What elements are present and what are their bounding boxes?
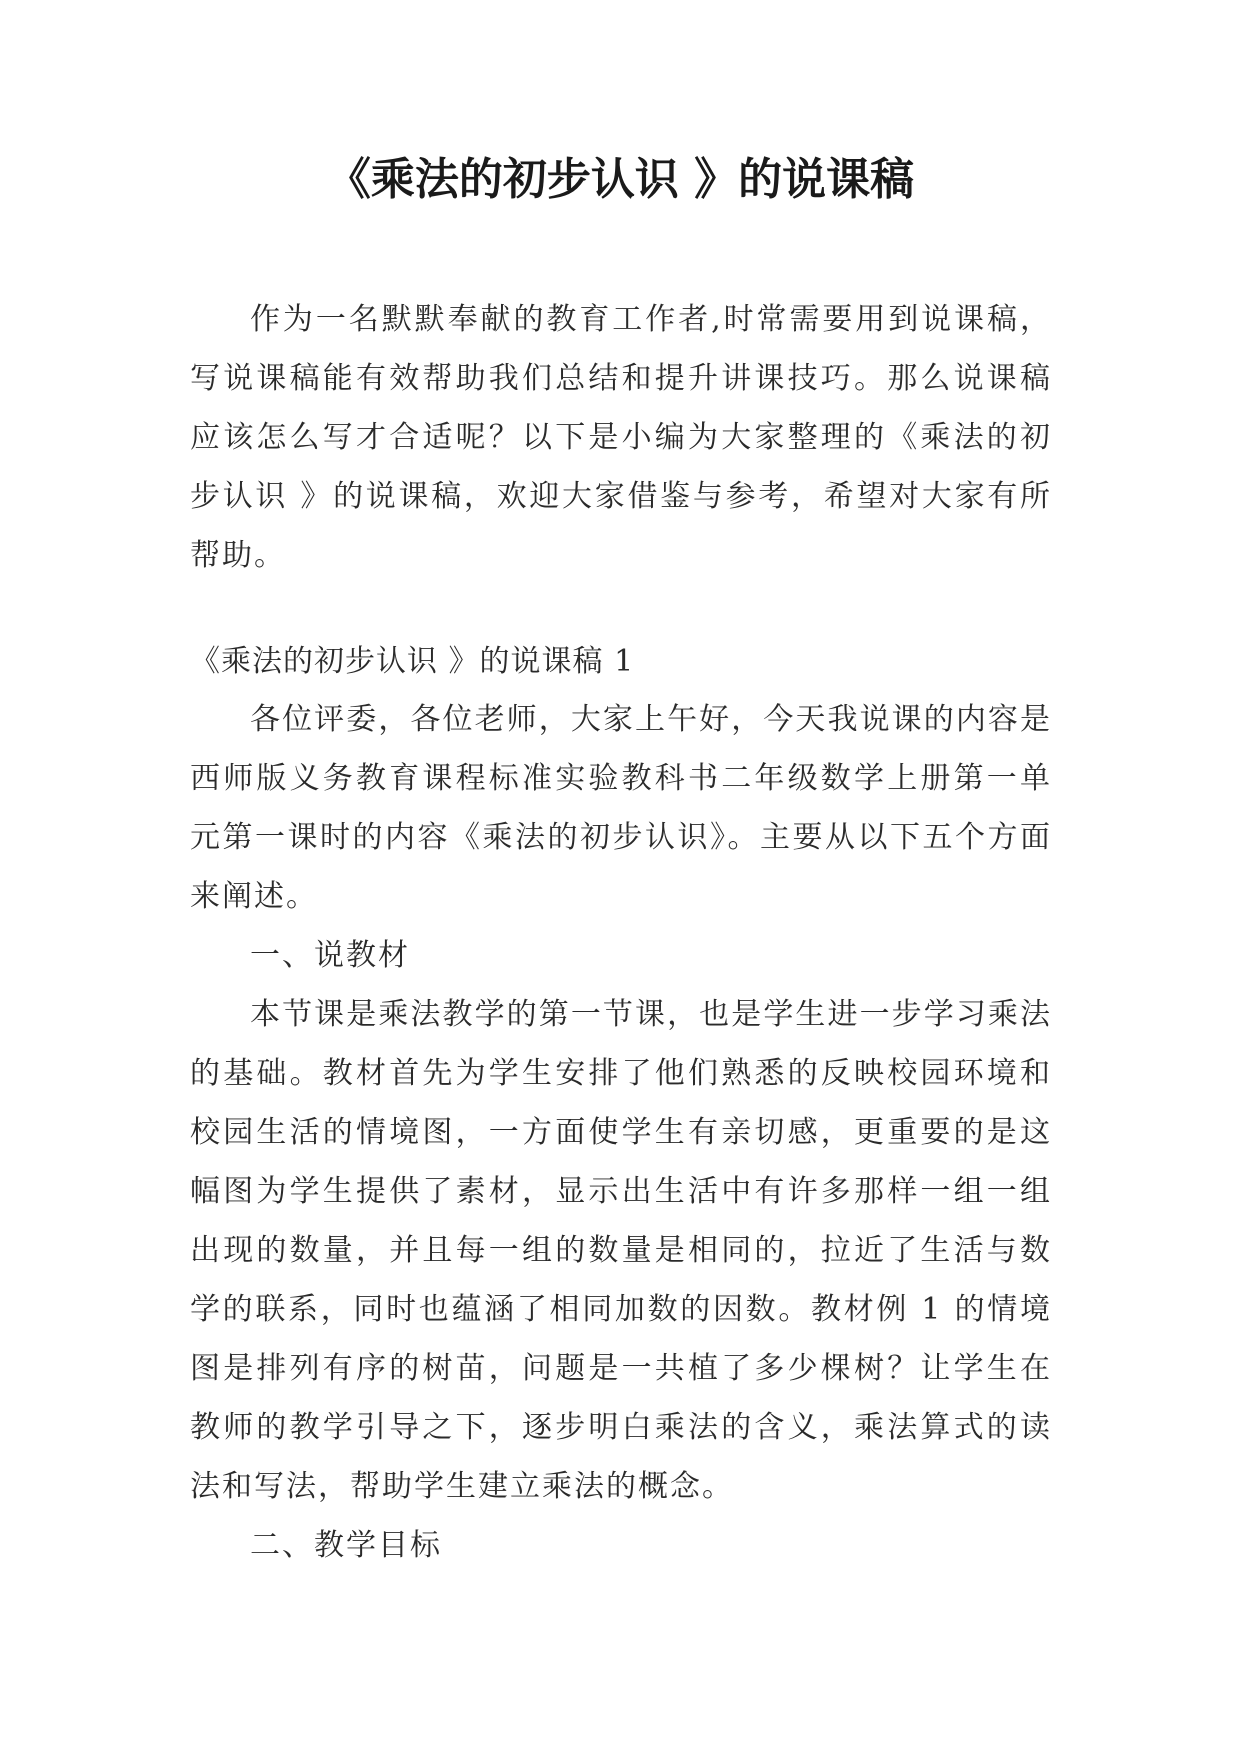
intro-paragraph: 作为一名默默奉献的教育工作者,时常需要用到说课稿，写说课稿能有效帮助我们总结和提升讲课技巧。那么说课稿应该怎么写才合适呢？以下是小编为大家整理的《乘法的初步认识 》的说课稿，欢迎大家借鉴与参考，希望对大家有所帮助。: [190, 302, 1052, 573]
document-title: 《乘法的初步认识 》的说课稿: [326, 154, 915, 205]
section-title: 《乘法的初步认识 》的说课稿 1: [190, 644, 635, 679]
intro-block: [190, 290, 1052, 585]
opening-paragraph: 各位评委，各位老师，大家上午好，今天我说课的内容是西师版义务教育课程标准实验教科书二年级数学上册第一单元第一课时的内容《乘法的初步认识》。主要从以下五个方面来阐述。: [190, 702, 1052, 914]
main-content: [190, 690, 1052, 1575]
heading-objectives: 二、教学目标: [250, 1528, 442, 1563]
textbook-paragraph: 本节课是乘法教学的第一节课，也是学生进一步学习乘法的基础。教材首先为学生安排了他们熟悉的反映校园环境和校园生活的情境图，一方面使学生有亲切感，更重要的是这幅图为学生提供了素材，显示出生活中有许多那样一组一组出现的数量，并且每一组的数量是相同的，拉近了生活与数学的联系，同时也蕴涵了相同加数的因数。教材例 1 的情境图是排列有序的树苗，问题是一共植了多少棵树？让学生在教师的教学引导之下，逐步明白乘法的含义，乘法算式的读法和写法，帮助学生建立乘法的概念。: [190, 997, 1052, 1504]
heading-textbook: 一、说教材: [250, 938, 410, 973]
